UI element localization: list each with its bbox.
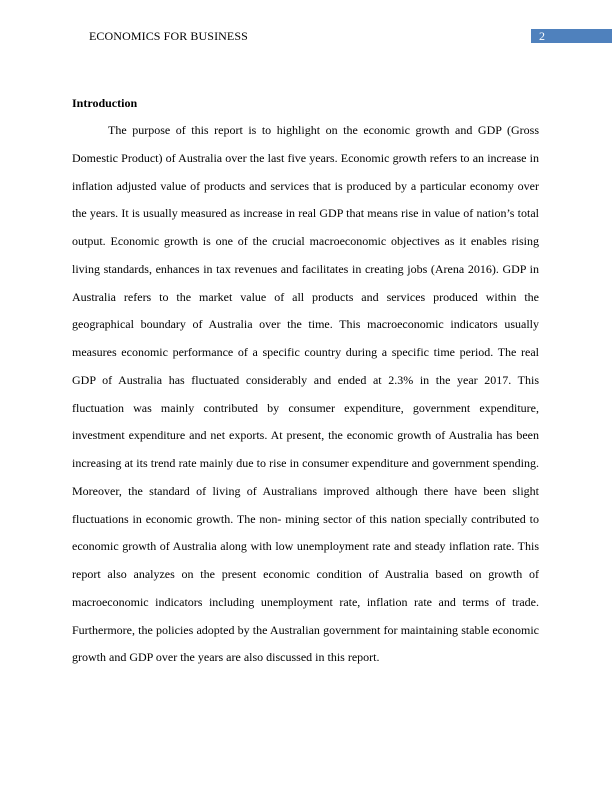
- page-number: 2: [539, 29, 545, 43]
- running-header-title: ECONOMICS FOR BUSINESS: [89, 29, 248, 43]
- section-heading: Introduction: [72, 96, 138, 110]
- page-number-bar: [531, 29, 612, 43]
- introduction-paragraph: The purpose of this report is to highlight on the economic growth and GDP (Gross Domestic Product) of Australia over the last five years. Economic growth refers to an increase in inflation adjusted value of products and services that is produced by a particular economy over the years. It is usually measured as increase in real GDP that means rise in value of nation’s total output. Economic growth is one of the crucial macroeconomic objectives as it enables rising living standards, enhances in tax revenues and facilitates in creating jobs (Arena 2016). GDP in Australia refers to the market value of all products and services produced within the geographical boundary of Australia over the time. This macroeconomic indicators usually measures economic performance of a specific country during a specific time period. The real GDP of Australia has fluctuated considerably and ended at 2.3% in the year 2017. This fluctuation was mainly contributed by consumer expenditure, government expenditure, investment expenditure and net exports. At present, the economic growth of Australia has been increasing at its trend rate mainly due to rise in consumer expenditure and government spending. Moreover, the standard of living of Australians improved although there have been slight fluctuations in economic growth. The non- mining sector of this nation specially contributed to economic growth of Australia along with low unemployment rate and steady inflation rate. This report also analyzes on the present economic condition of Australia based on growth of macroeconomic indicators including unemployment rate, inflation rate and terms of trade. Furthermore, the policies adopted by the Australian government for maintaining stable economic growth and GDP over the years are also discussed in this report.: [72, 123, 539, 665]
